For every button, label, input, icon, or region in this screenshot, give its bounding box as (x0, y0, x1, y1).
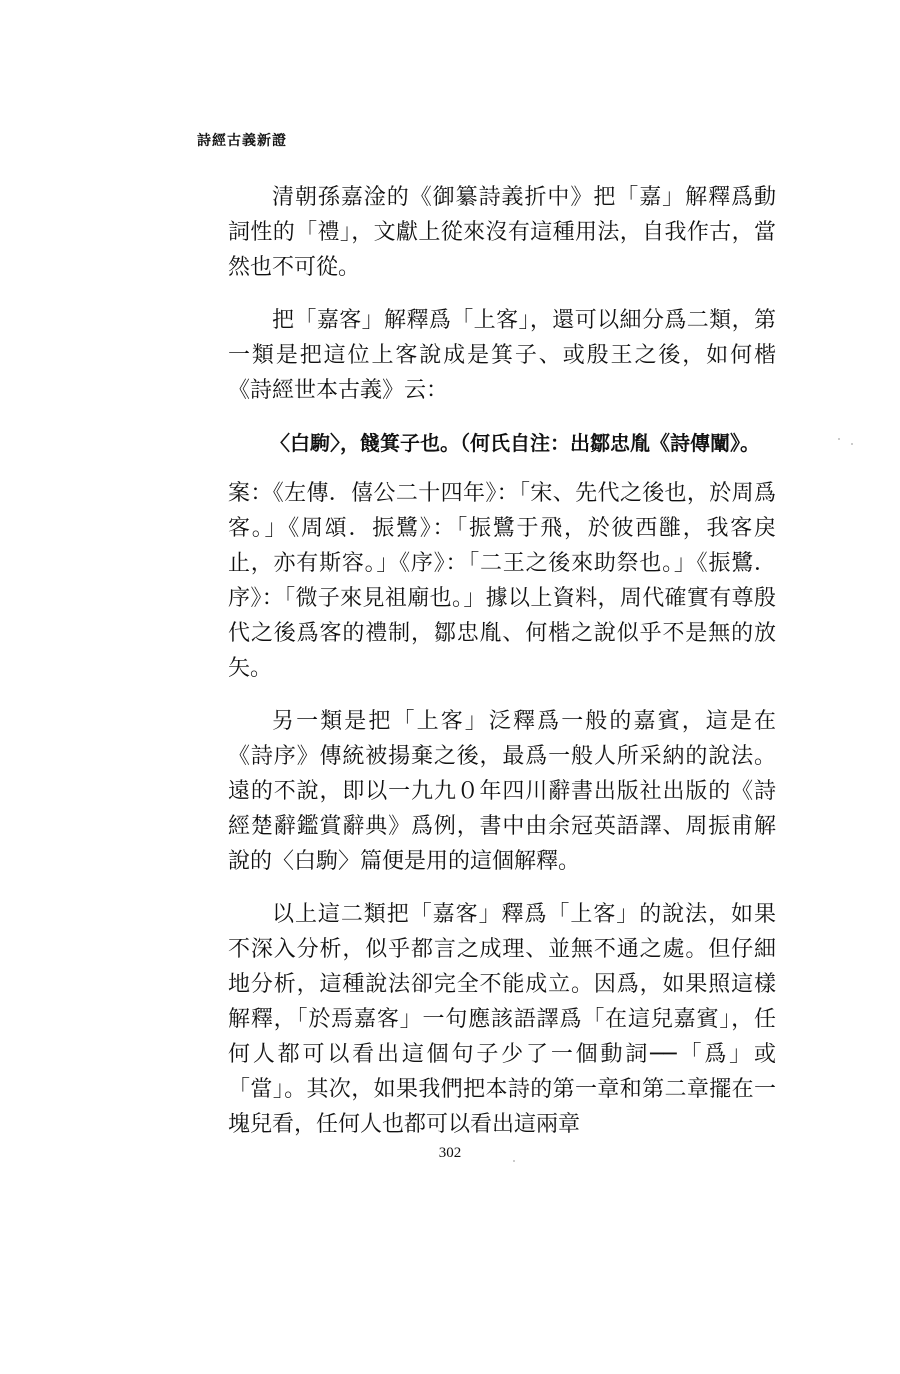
paragraph-1: 清朝孫嘉淦的《御纂詩義折中》把「嘉」解釋爲動詞性的「禮」，文獻上從來沒有這種用法，自我作古，當然也不可從。 (228, 185, 776, 280)
block-quote: 〈白駒〉，餞箕子也。（何氏自注：出鄒忠胤《詩傳闡》。 (270, 431, 760, 455)
paragraph-3: 案：《左傳．僖公二十四年》：「宋、先代之後也，於周爲客。」《周頌．振鷺》：「振鷺于飛，於彼西雝，我客戾止，亦有斯容。」《序》：「二王之後來助祭也。」《振鷺．序》：「微子來見祖廟也。」據以上資料，周代確實有尊殷代之後爲客的禮制，鄒忠胤、何楷之說似乎不是無的放矢。 (228, 481, 776, 681)
scan-speck (851, 443, 853, 445)
paragraph-2: 把「嘉客」解釋爲「上客」，還可以細分爲二類，第一類是把這位上客說成是箕子、或殷王之後，如何楷《詩經世本古義》云： (228, 308, 776, 403)
page-body (228, 180, 776, 1160)
paragraph-4: 另一類是把「上客」泛釋爲一般的嘉賓，這是在《詩序》傳統被揚棄之後，最爲一般人所采納的說法。遠的不說，即以一九九０年四川辭書出版社出版的《詩經楚辭鑑賞辭典》爲例，書中由余冠英語譯、周振甫解說的〈白駒〉篇便是用的這個解釋。 (228, 709, 776, 874)
page-number: 302 (438, 1145, 462, 1161)
scan-speck (513, 1160, 515, 1162)
paragraph-5: 以上這二類把「嘉客」釋爲「上客」的說法，如果不深入分析，似乎都言之成理、並無不通之處。但仔細地分析，這種說法卻完全不能成立。因爲，如果照這樣解釋，「於焉嘉客」一句應該語譯爲「在這兒嘉賓」，任何人都可以看出這個句子少了一個動詞──「爲」或「當」。其次，如果我們把本詩的第一章和第二章擺在一塊兒看，任何人也都可以看出這兩章 (228, 902, 776, 1137)
running-header: 詩經古義新證 (197, 133, 287, 149)
scan-speck (838, 438, 840, 440)
